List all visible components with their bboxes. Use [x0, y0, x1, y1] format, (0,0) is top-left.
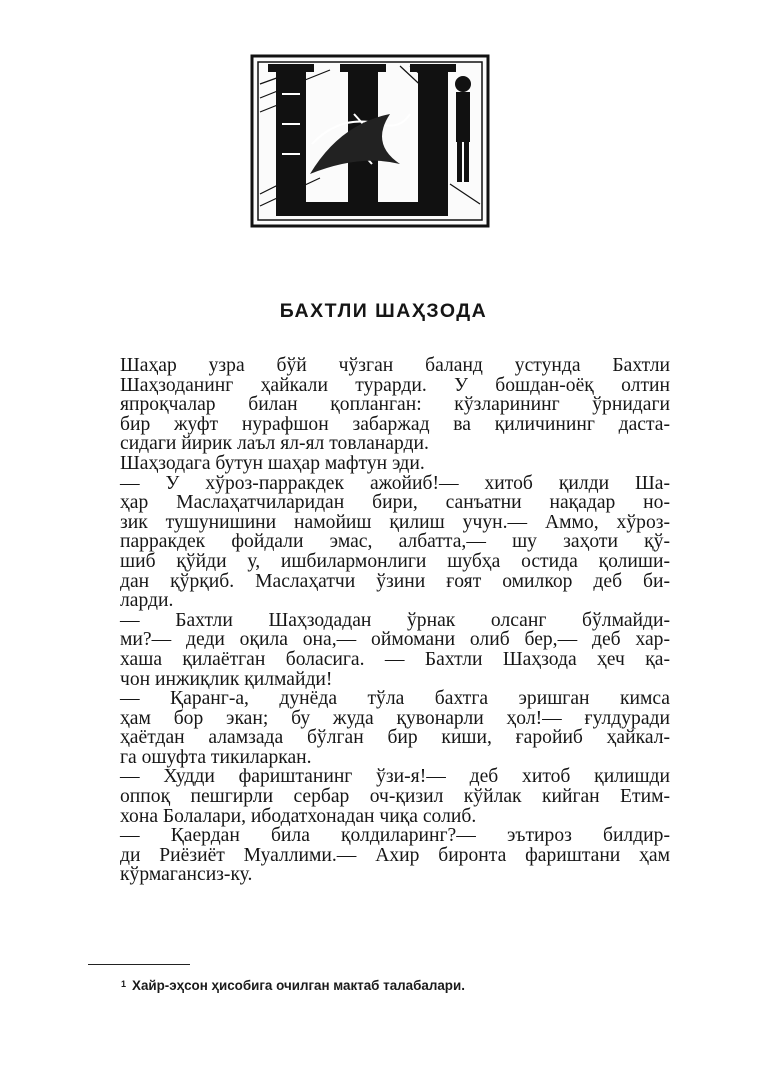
text-line: — Қаердан била қолдиларинг?— эътироз билдир-: [120, 825, 670, 847]
text-line: ди Риёзиёт Муаллими.— Ахир биронта фариштани ҳам: [120, 844, 670, 866]
text-line: шиб қўйди у, ишбилармонлиги шубҳа остида қолиши-: [120, 550, 670, 572]
text-line: япроқчалар билан қопланган: кўзларининг ўрнидаги: [120, 394, 670, 416]
text-line: сидаги йирик лаъл ял-ял товланарди.: [120, 433, 429, 455]
text-line: — Қаранг-а, дунёда тўла бахтга эришган кимса: [120, 688, 670, 710]
text-line: кўрмагансиз-ку.: [120, 864, 253, 886]
text-line: парракдек фойдали эмас, албатта,— шу заҳоти қў-: [120, 531, 670, 553]
text-line: ҳар Маслаҳатчиларидан бири, санъатни нақадар но-: [120, 492, 670, 514]
body-text: [120, 356, 670, 885]
text-line: ҳаётдан аламзада бўлган бир киши, ғаройиб ҳайкал-: [120, 727, 670, 749]
text-line: ҳам бор экан; бу жуда қувонарли ҳол!— ғулдуради: [120, 707, 670, 729]
text-line: — У хўроз-парракдек ажойиб!— хитоб қилди Ша-: [120, 472, 670, 494]
text-line: хаша қилаётган боласига. — Бахтли Шаҳзода ҳеч қа-: [120, 648, 670, 670]
text-line: чон инжиқлик қилмайди!: [120, 668, 333, 690]
text-line: Шаҳзоданинг ҳайкали турарди. У бошдан-оёқ олтин: [120, 374, 670, 396]
text-line: — Бахтли Шаҳзодадан ўрнак олсанг бўлмайди-: [120, 609, 670, 631]
footnote-divider: [88, 964, 190, 965]
footnote: [121, 978, 465, 993]
footnote-text: Хайр-эҳсон ҳисобига очилган мактаб талабалари.: [132, 978, 465, 993]
text-line: Шаҳар узра бўй чўзган баланд устунда Бахтли: [120, 355, 670, 376]
text-line: зик тушунишини намойиш қилиш учун.— Аммо, хўроз-: [120, 511, 670, 533]
text-line: бир жуфт нурафшон забаржад ва қиличининг даста-: [120, 413, 670, 435]
text-line: оппоқ пешгирли сербар оч-қизил кўйлак кийган Етим-: [120, 786, 670, 808]
text-line: Шаҳзодага бутун шаҳар мафтун эди.: [120, 452, 425, 474]
text-line-with-footnote: хона Болалари, ибодатхонадан чиқа солиб.: [120, 805, 477, 827]
text-line: дан қўрқиб. Маслаҳатчи ўзини ғоят омилкор деб би-: [120, 570, 670, 592]
decorative-initial-letter: [250, 54, 490, 228]
text-line: га ошуфта тикиларкан.: [120, 746, 312, 768]
footnote-marker: 1: [121, 979, 127, 989]
text-line: ми?— деди оқила она,— оймомани олиб бер,— деб хар-: [120, 629, 670, 651]
text-line: ларди.: [120, 590, 174, 612]
chapter-title: БАХТЛИ ШАҲЗОДА: [279, 300, 488, 322]
text-line: — Худди фариштанинг ўзи-я!— деб хитоб қилишди: [120, 766, 670, 788]
